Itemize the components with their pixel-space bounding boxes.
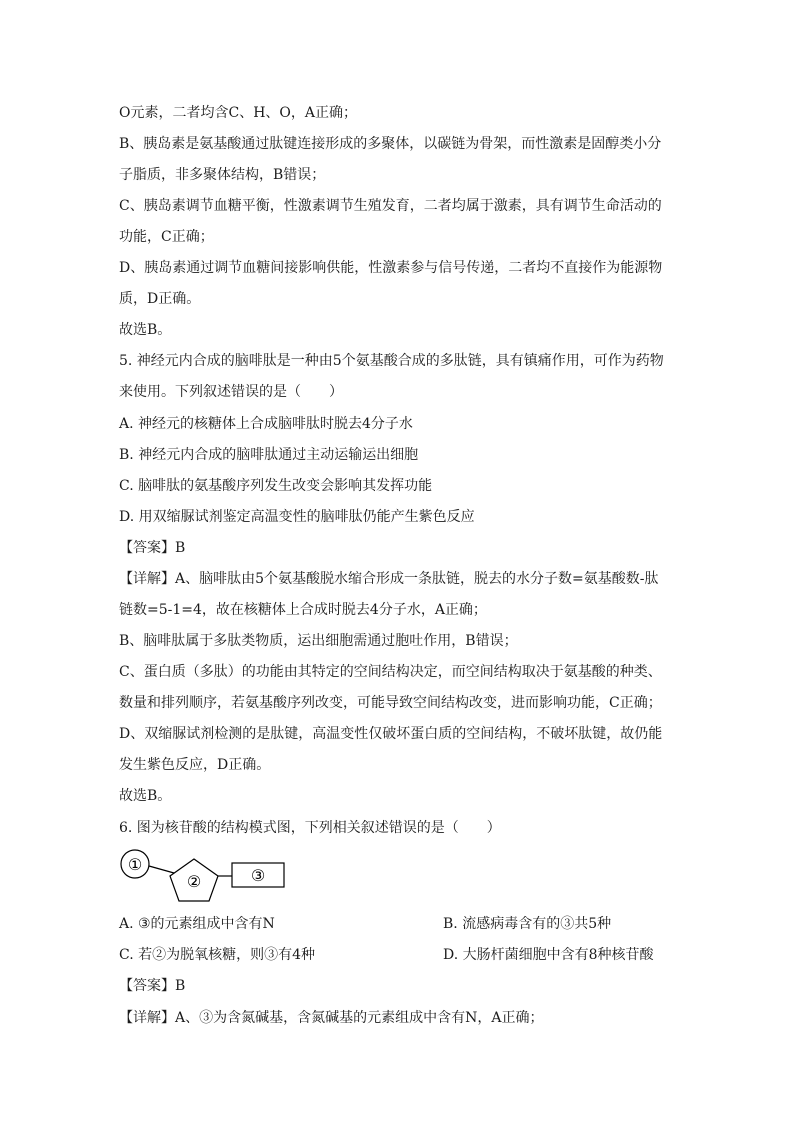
text-line: 故选B。 xyxy=(119,322,172,338)
explanation-line: 【详解】A、③为含氮碱基，含氮碱基的元素组成中含有N，A正确； xyxy=(119,1010,544,1026)
pentose-label: ② xyxy=(186,872,202,891)
explanation-line: 【详解】A、脑啡肽由5个氨基酸脱水缩合形成一条肽链，脱去的水分子数=氨基酸数-肽 xyxy=(119,571,659,587)
explanation-line: 数量和排列顺序，若氨基酸序列改变，可能导致空间结构改变，进而影响功能，C正确； xyxy=(119,695,662,711)
explanation-line: D、双缩脲试剂检测的是肽键，高温变性仅破坏蛋白质的空间结构，不破坏肽键，故仍能 xyxy=(119,726,663,742)
question-6-option-a: A. ③的元素组成中含有N xyxy=(119,916,275,932)
question-6-option-d: D. 大肠杆菌细胞中含有8种核苷酸 xyxy=(443,947,654,963)
question-5-option-b: B. 神经元内合成的脑啡肽通过主动运输运出细胞 xyxy=(119,447,419,463)
answer-label: 【答案】B xyxy=(119,540,186,556)
bond-line xyxy=(149,866,174,873)
question-6-option-b: B. 流感病毒含有的③共5种 xyxy=(443,916,612,932)
question-5-stem: 5. 神经元内合成的脑啡肽是一种由5个氨基酸合成的多肽链，具有镇痛作用，可作为药物 xyxy=(119,353,664,369)
text-line: O元素，二者均含C、H、O，A正确； xyxy=(119,105,357,121)
text-line: D、胰岛素通过调节血糖间接影响供能，性激素参与信号传递，二者均不直接作为能源物 xyxy=(119,260,663,276)
phosphate-label: ① xyxy=(127,855,143,874)
base-label: ③ xyxy=(250,866,266,885)
question-5-option-d: D. 用双缩脲试剂鉴定高温变性的脑啡肽仍能产生紫色反应 xyxy=(119,509,475,525)
conclusion-line: 故选B。 xyxy=(119,788,172,804)
question-6-stem: 6. 图为核苷酸的结构模式图，下列相关叙述错误的是（ ） xyxy=(119,820,501,836)
question-5-option-a: A. 神经元的核糖体上合成脑啡肽时脱去4分子水 xyxy=(119,416,413,432)
text-line: C、胰岛素调节血糖平衡，性激素调节生殖发育，二者均属于激素，具有调节生命活动的 xyxy=(119,198,662,214)
nucleotide-diagram xyxy=(118,846,288,904)
explanation-line: 发生紫色反应，D正确。 xyxy=(119,757,271,773)
text-line: 子脂质，非多聚体结构，B错误； xyxy=(119,167,326,183)
explanation-line: 链数=5-1=4，故在核糖体上合成时脱去4分子水，A正确； xyxy=(119,602,487,618)
explanation-line: C、蛋白质（多肽）的功能由其特定的空间结构决定，而空间结构取决于氨基酸的种类、 xyxy=(119,664,662,680)
text-line: B、胰岛素是氨基酸通过肽键连接形成的多聚体，以碳链为骨架，而性激素是固醇类小分 xyxy=(119,136,662,152)
question-5-stem: 来使用。下列叙述错误的是（ ） xyxy=(119,384,343,400)
question-5-option-c: C. 脑啡肽的氨基酸序列发生改变会影响其发挥功能 xyxy=(119,478,433,494)
answer-label: 【答案】B xyxy=(119,978,186,994)
text-line: 功能，C正确； xyxy=(119,229,214,245)
text-line: 质，D正确。 xyxy=(119,291,201,307)
question-6-option-c: C. 若②为脱氧核糖，则③有4种 xyxy=(119,947,316,963)
explanation-line: B、脑啡肽属于多肽类物质，运出细胞需通过胞吐作用，B错误； xyxy=(119,633,518,649)
